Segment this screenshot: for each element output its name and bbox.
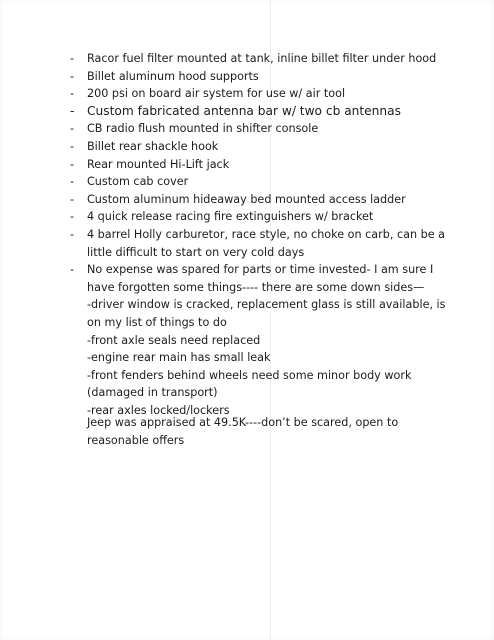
list-item: [70, 120, 450, 138]
downside-item: -engine rear main has small leak: [87, 351, 271, 365]
bullet-dash: -: [70, 210, 75, 224]
list-item-text: 4 quick release racing fire extinguishers w/ bracket: [87, 210, 374, 224]
list-item-text: Billet aluminum hood supports: [87, 69, 259, 83]
list-item-text: No expense was spared for parts or time invested- I am sure I have forgotten some things---- there are some down sides—: [87, 263, 434, 294]
list-item: [70, 156, 450, 174]
list-item: [70, 50, 450, 68]
list-item: [70, 208, 450, 226]
bullet-dash: -: [70, 227, 75, 241]
list-item-text: Rear mounted Hi-Lift jack: [87, 157, 230, 171]
downside-item: -driver window is cracked, replacement glass is still available, is on my list of things to do: [87, 298, 446, 329]
list-item: [70, 138, 450, 156]
bullet-dash: -: [70, 157, 75, 171]
list-item: [70, 226, 450, 261]
bullet-dash: -: [70, 192, 75, 206]
bullet-dash: -: [70, 175, 75, 189]
bullet-dash: -: [70, 103, 75, 118]
appraisal-note: Jeep was appraised at 49.5K----don’t be scared, open to reasonable offers: [87, 416, 399, 447]
bullet-dash: -: [70, 87, 75, 101]
list-item-text: 4 barrel Holly carburetor, race style, no choke on carb, can be a little difficult to start on very cold days: [87, 227, 446, 259]
list-item-text: 200 psi on board air system for use w/ air tool: [87, 87, 346, 101]
list-item: [70, 103, 450, 121]
list-item: [70, 68, 450, 86]
downside-item: -front fenders behind wheels need some minor body work (damaged in transport): [87, 368, 412, 400]
bullet-dash: -: [70, 263, 75, 277]
list-item-text: Custom fabricated antenna bar w/ two cb antennas: [87, 103, 401, 118]
list-item: [70, 191, 450, 209]
bullet-dash: -: [70, 52, 75, 65]
downside-item: -rear axles locked/lockers: [87, 403, 230, 417]
features-list: [70, 50, 450, 419]
list-item-text: Custom cab cover: [87, 175, 189, 189]
list-item: [70, 261, 450, 419]
list-item: [70, 173, 450, 191]
bullet-dash: -: [70, 122, 75, 136]
bullet-dash: -: [70, 139, 75, 153]
list-item-text: Billet rear shackle hook: [87, 139, 219, 153]
downside-item: -front axle seals need replaced: [87, 333, 261, 347]
bullet-dash: -: [70, 69, 75, 83]
list-item-text: CB radio flush mounted in shifter console: [87, 122, 319, 136]
list-item-text: Custom aluminum hideaway bed mounted access ladder: [87, 192, 406, 206]
list-item-text: Racor fuel filter mounted at tank, inline billet filter under hood: [87, 52, 437, 65]
list-item: [70, 85, 450, 103]
